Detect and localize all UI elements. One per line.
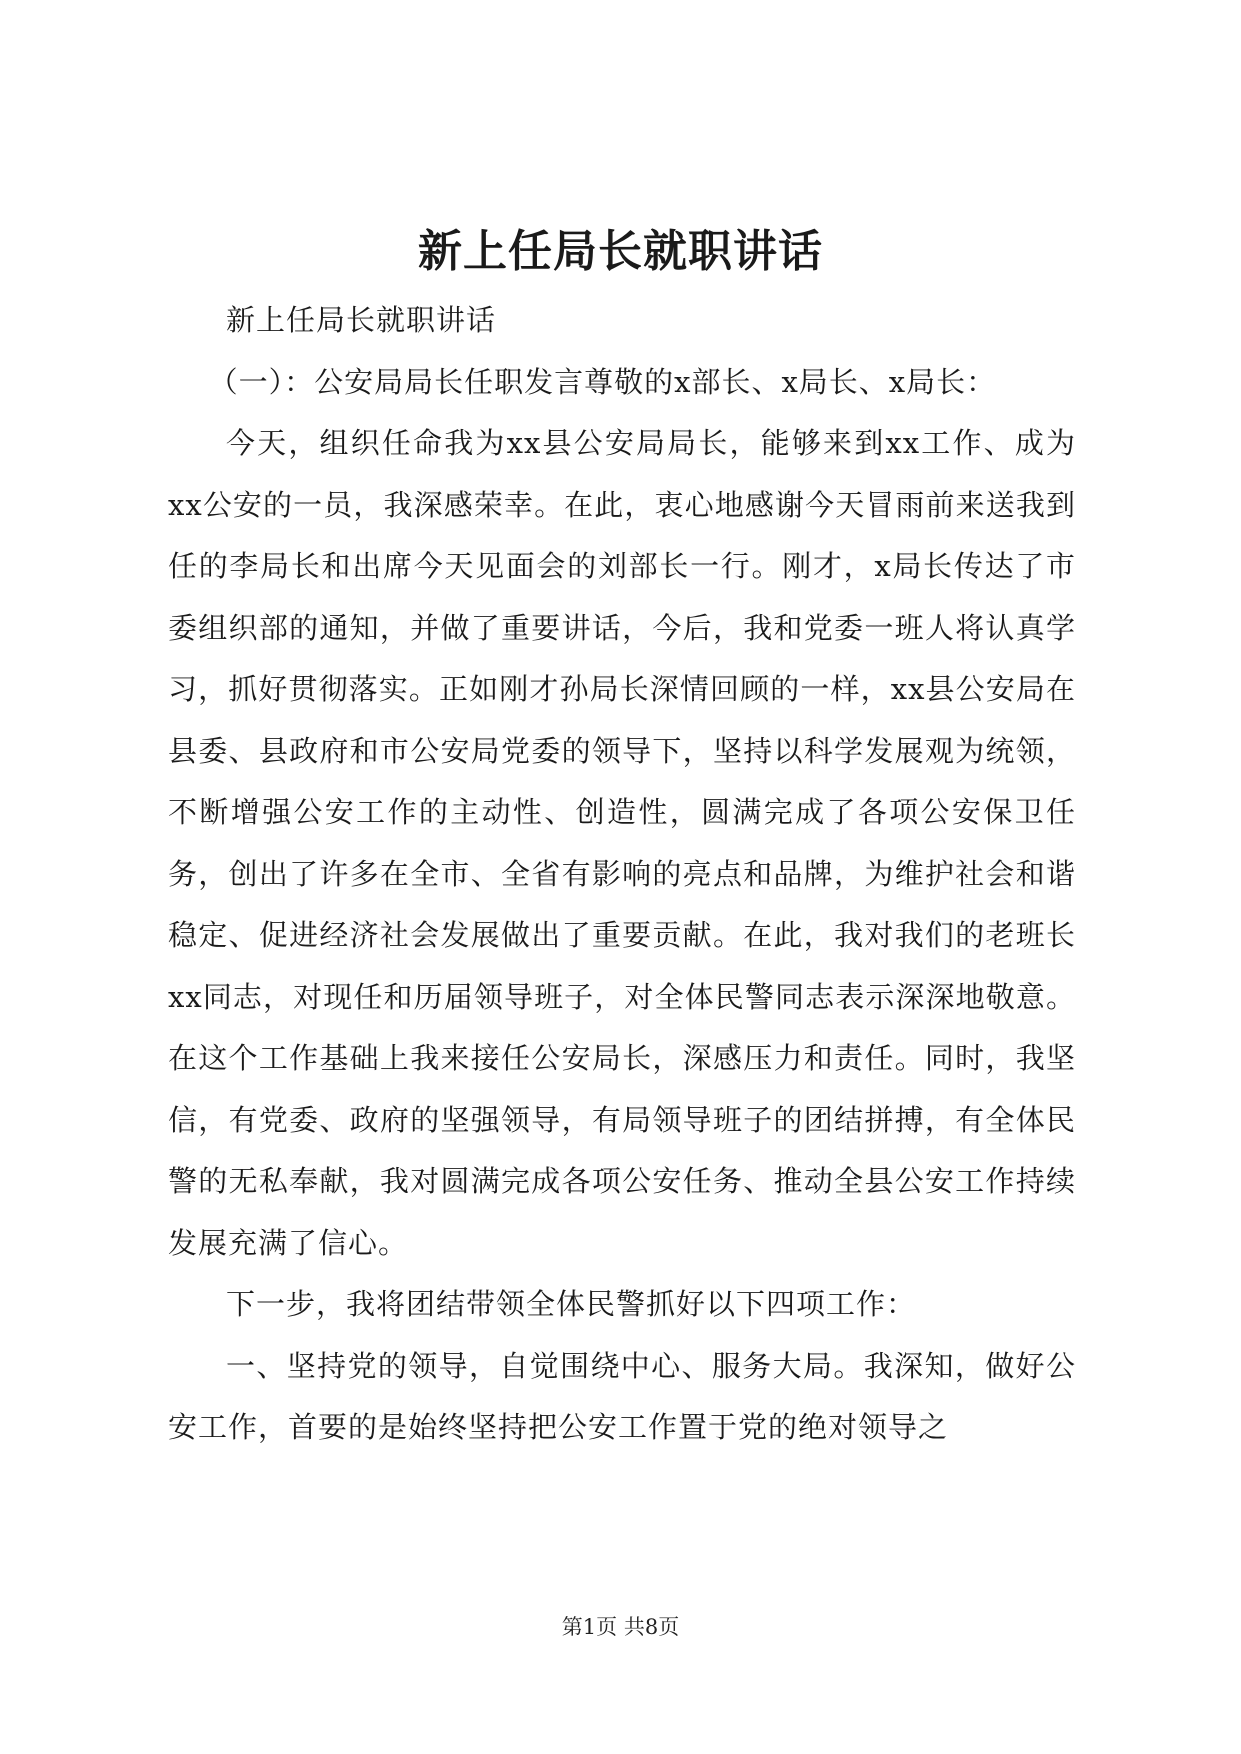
paragraph-section-header: （一）：公安局局长任职发言尊敬的x部长、x局长、x局长： [208, 364, 997, 399]
paragraph-item-one: 一、坚持党的领导，自觉围绕中心、服务大局。我深知，做好公安工作，首要的是始终坚持把公安工作置于党的绝对领导之 [168, 1348, 1076, 1444]
document-title: 新上任局长就职讲话 [418, 226, 823, 277]
paragraph-heading: 新上任局长就职讲话 [226, 303, 497, 337]
paragraph-next-steps: 下一步，我将团结带领全体民警抓好以下四项工作： [226, 1287, 917, 1321]
page-number: 第1页 共8页 [561, 1615, 680, 1639]
page-footer [0, 1612, 1241, 1642]
document-body [168, 290, 1076, 1459]
paragraph-body: 今天，组织任命我为xx县公安局局长，能够来到xx工作、成为xx公安的一员，我深感荣幸。在此，衷心地感谢今天冒雨前来送我到任的李局长和出席今天见面会的刘部长一行。刚才，x局长传达了市委组织部的通知，并做了重要讲话，今后，我和党委一班人将认真学习，抓好贯彻落实。正如刚才孙局长深情回顾的一样，xx县公安局在县委、县政府和市公安局党委的领导下，坚持以科学发展观为统领，不断增强公安工作的主动性、创造性，圆满完成了各项公安保卫任务，创出了许多在全市、全省有影响的亮点和品牌，为维护社会和谐稳定、促进经济社会发展做出了重要贡献。在此，我对我们的老班长xx同志，对现任和历届领导班子，对全体民警同志表示深深地敬意。在这个工作基础上我来接任公安局长，深感压力和责任。同时，我坚信，有党委、政府的坚强领导，有局领导班子的团结拼搏，有全体民警的无私奉献，我对圆满完成各项公安任务、推动全县公安工作持续发展充满了信心。 [168, 426, 1076, 1260]
